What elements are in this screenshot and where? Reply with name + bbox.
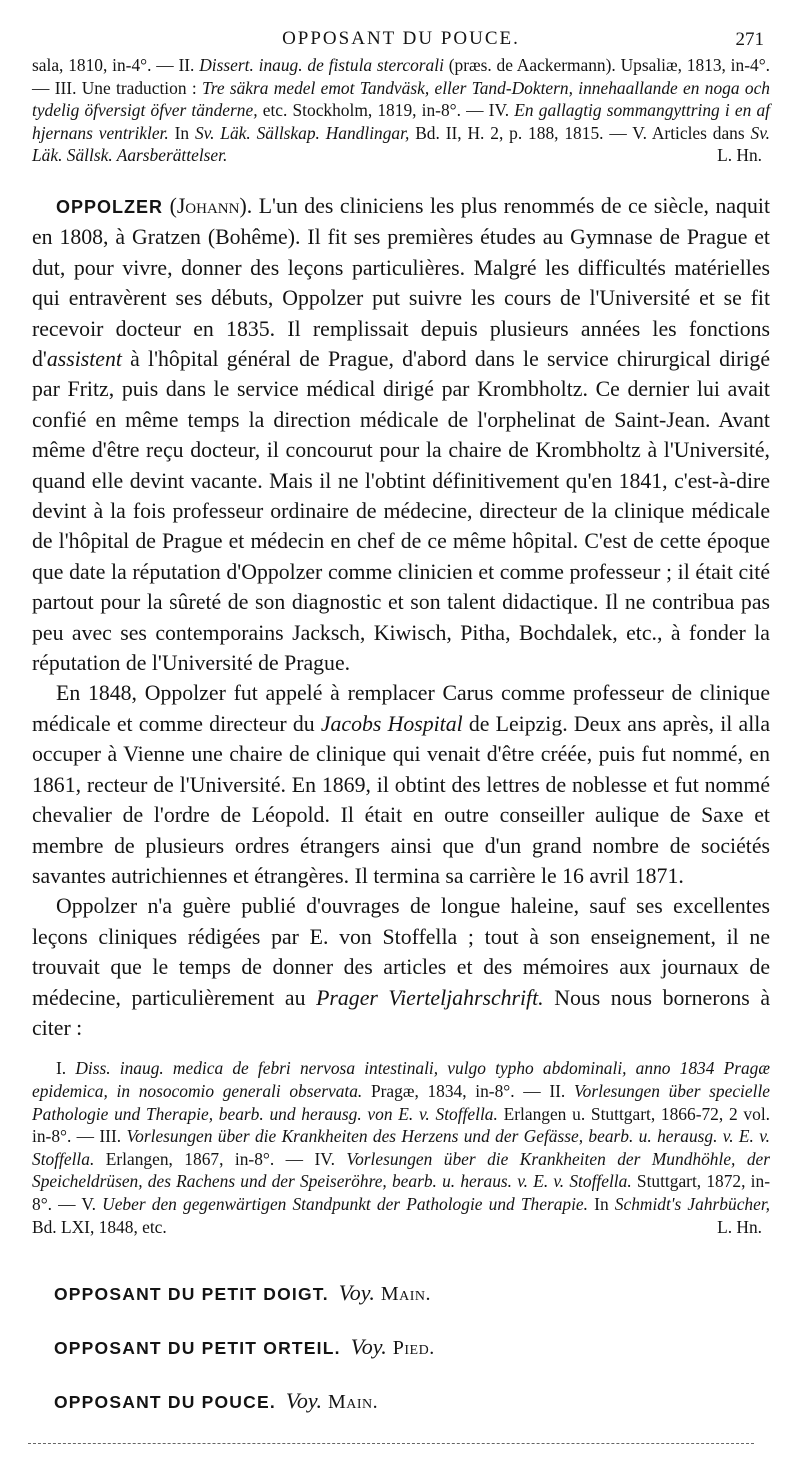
entry-oppolzer [32, 191, 770, 1043]
cross-reference-target[interactable]: Main. [327, 1391, 379, 1414]
previous-entry-bibliography [32, 54, 770, 167]
text-segment: à l'hôpital général de Prague, d'abord dans le service chirurgical dirigé par Fritz, puis dans le service médical dirigé par Krombholtz. Ce dernier lui avait confié en même temps la direction médicale de l'orphelinat de Saint-Jean. Avant même d'être reçu docteur, il concourut pour la chaire de Krombholtz à l'Université, quand elle devint vacante. Mais il ne l'obtint définitivement qu'en 1841, c'est-à-dire devint à la fois professeur ordinaire de médecine, directeur de la clinique médicale de l'hôpital de Prague et médecin en chef de ce même hôpital. C'est de cette époque que date la réputation d'Oppolzer comme clinicien et comme professeur ; il était cité partout pour la sûreté de son diagnostic et son talent didactique. Il ne contribua pas peu avec ses contemporains Jacksch, Kiwisch, Pitha, Bochdalek, etc., à fonder la réputation de l'Université de Prague. [32, 347, 770, 676]
cross-reference-head: OPPOSANT DU PETIT DOIGT. [54, 1284, 329, 1305]
emphasis: Jacobs Hospital [320, 711, 463, 736]
oppolzer-bibliography [32, 1057, 770, 1238]
cross-reference-target[interactable]: Main. [380, 1283, 432, 1306]
cross-reference-petit-doigt [54, 1280, 770, 1306]
title-segment: Vorlesungen über specielle Pathologie und Therapie, bearb. und herausg. von E. v. Stoffella. [32, 1080, 770, 1124]
cross-reference-target[interactable]: Pied. [392, 1337, 435, 1360]
entry-headword: OPPOLZER [56, 196, 164, 217]
title-segment: Sv. Läk. Sällskap. Handlingar, [194, 122, 410, 143]
text-segment: de Leipzig. Deux ans après, il alla occuper à Vienne une chaire de clinique qui venait d'être créée, puis fut nommé, en 1861, recteur de l'Université. En 1869, il obtint des lettres de noblesse et fut nommé chevalier de l'ordre de Léopold. Il était en outre conseiller aulique de Saxe et membre de plusieurs ordres étrangers ainsi que d'un grand nombre de sociétés savantes autrichiennes et étrangères. Il termina sa carrière le 16 avril 1871. [32, 711, 770, 888]
text-segment: I. [56, 1058, 76, 1079]
paragraph [32, 191, 770, 679]
text-segment: Erlangen, 1867, in-8°. — IV. [94, 1148, 347, 1169]
title-segment: Tre säkra medel emot Tandväsk, eller Tand-Doktern, innehaallande en noga och tydelig öfversigt öfver tänderne, [32, 77, 770, 121]
text-segment: In [168, 122, 195, 143]
page-header [32, 0, 770, 56]
paragraph [32, 678, 770, 891]
author-signature: L. Hn. [717, 145, 762, 166]
title-segment: En gallagtig sommangyttring i en af hjernans ventrikler. [32, 100, 770, 143]
footer-dashed-rule [28, 1443, 754, 1444]
running-title: OPPOSANT DU POUCE. [282, 28, 520, 49]
title-segment: Ueber den gegenwärtigen Standpunkt der Pathologie und Therapie. [102, 1193, 589, 1214]
voy-label: Voy. [338, 1280, 375, 1306]
text-segment: L'un des cliniciens les plus renommés de ce siècle, naquit en 1808, à Gratzen (Bohême). Il fit ses premières études au Gymnase de Prague et dut, pour vivre, donner des leçons particulières. Malgré les difficultés matérielles qui entravèrent ses débuts, Oppolzer put suivre les cours de l'Université et se fit recevoir docteur en 1835. Il remplissait depuis plusieurs années les fonctions d' [32, 193, 771, 371]
text-segment: Stuttgart, 1872, in-8°. — V. [32, 1171, 770, 1214]
text-segment: En 1848, Oppolzer fut appelé à remplacer Carus comme professeur de clinique médicale et comme directeur du [32, 681, 770, 736]
bibliography-paragraph [32, 1057, 770, 1238]
emphasis: Prager Vierteljahrschrift. [316, 985, 544, 1010]
text-segment: (præs. de Aackermann). Upsaliæ, 1813, in-4°. — III. Une traduction : [32, 55, 770, 98]
page-number: 271 [735, 29, 764, 50]
text-segment: sala, 1810, in-4°. — II. [32, 55, 200, 75]
text-segment: Bd. II, H. 2, p. 188, 1815. — V. Articles dans [409, 122, 751, 143]
text-segment: Oppolzer n'a guère publié d'ouvrages de longue haleine, sauf ses excellentes leçons cliniques rédigées par E. von Stoffella ; tout à son enseignement, il ne trouvait que le temps de donner des articles et des mémoires aux journaux de médecine, particulièrement au [32, 894, 770, 1010]
emphasis: assistent [46, 347, 122, 371]
cross-reference-head: OPPOSANT DU POUCE. [54, 1392, 276, 1413]
entry-forename: (Johann). [169, 193, 253, 218]
voy-label: Voy. [285, 1388, 322, 1414]
title-segment: Schmidt's Jahrbücher, [614, 1193, 771, 1214]
text-segment: Erlangen u. Stuttgart, 1866-72, 2 vol. in-8°. — III. [32, 1103, 770, 1147]
page [32, 0, 770, 1414]
title-segment: Sv. Läk. Sällsk. Aarsberättelser. [32, 122, 770, 166]
author-signature: L. Hn. [717, 1216, 762, 1237]
voy-label: Voy. [350, 1334, 387, 1360]
paragraph [32, 891, 770, 1043]
cross-reference-head: OPPOSANT DU PETIT ORTEIL. [54, 1338, 341, 1359]
title-segment: Vorlesungen über die Krankheiten des Herzens und der Gefässe, bearb. u. herausg. v. E. v. Stoffella. [32, 1126, 770, 1169]
title-segment: Dissert. inaug. de fistula stercorali [199, 55, 444, 75]
text-segment: etc. Stockholm, 1819, in-8°. — IV. [257, 100, 515, 121]
text-segment: Bd. LXI, 1848, etc. [32, 1216, 167, 1237]
cross-reference-petit-orteil [54, 1334, 770, 1360]
text-segment: Nous nous bornerons à citer : [32, 985, 770, 1040]
title-segment: Diss. inaug. medica de febri nervosa intestinali, vulgo typho abdominali, anno 1834 Pragæ epidemica, in nosocomio generali observata. [32, 1058, 770, 1101]
text-segment: Pragæ, 1834, in-8°. — II. [362, 1080, 574, 1101]
cross-reference-pouce [54, 1388, 770, 1414]
title-segment: Vorlesungen über die Krankheiten der Mundhöhle, der Speicheldrüsen, des Rachens und der Speiseröhre, bearb. u. heraus. v. E. v. Stoffella. [32, 1148, 771, 1192]
text-segment: In [588, 1193, 615, 1214]
